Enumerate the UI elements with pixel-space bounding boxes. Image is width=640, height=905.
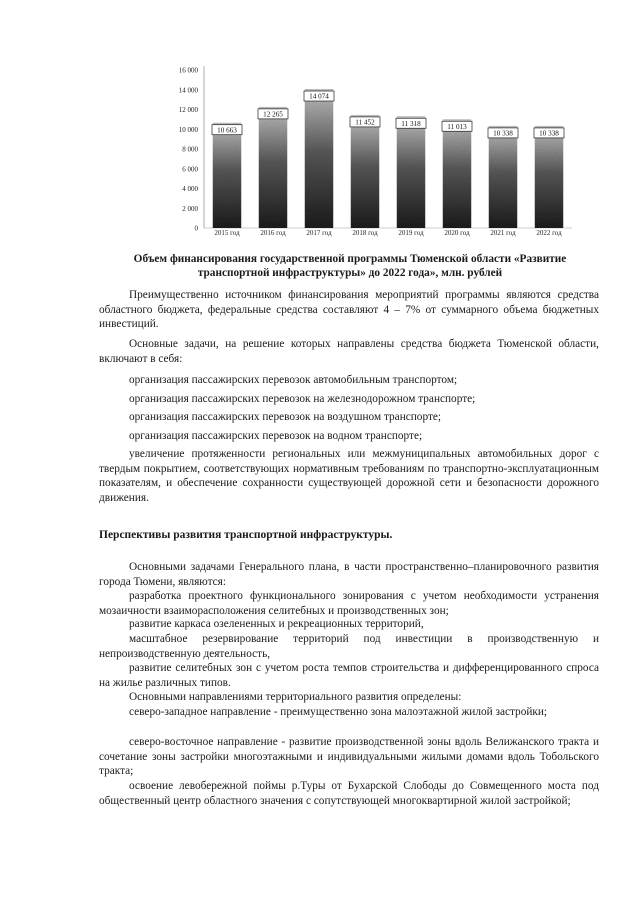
x-tick-label: 2015 год: [214, 229, 240, 237]
bar: [489, 126, 518, 228]
list-item: разработка проектного функционального зонирования с учетом необходимости устранения мозаичности взаиморасположения селитебных и производственных зон;: [99, 590, 599, 617]
list-item: масштабное резервирование территорий под инвестиции в производственную и непроизводственную деятельность,: [99, 633, 599, 660]
data-label: 11 013: [447, 122, 467, 131]
bar-series: [212, 89, 564, 228]
paragraph-directions: Основными направлениями территориального развития определены:: [129, 691, 462, 703]
bar: [259, 107, 288, 228]
data-label: 11 318: [401, 119, 421, 128]
x-tick-labels: [214, 229, 562, 237]
y-tick-label: 6 000: [182, 165, 198, 174]
data-label: 14 074: [309, 92, 329, 101]
x-tick-label: 2016 год: [260, 229, 286, 237]
paragraph-general-plan: Основными задачами Генерального плана, в части пространственно–планировочного развития города Тюмени, являются:: [99, 561, 599, 588]
data-label: 10 663: [217, 126, 237, 135]
x-tick-label: 2021 год: [490, 229, 516, 237]
paragraph-funding-sources: Преимущественно источником финансирования мероприятий программы являются средства областного бюджета, федеральные средства составляют 4 – 7% от суммарного объема бюджетных инвестиций.: [99, 289, 599, 330]
list-item: организация пассажирских перевозок на воздушном транспорте;: [129, 411, 442, 423]
paragraph-roads: увеличение протяженности региональных или межмуниципальных автомобильных дорог с твердым покрытием, соответствующих нормативным требованиям по транспортно-эксплуатационным показателям, и обеспечение сохранности существующей дорожной сети и безопасности дорожного движения.: [99, 448, 599, 504]
paragraph-main-tasks: Основные задачи, на решение которых направлены средства бюджета Тюменской области, включают в себя:: [99, 338, 599, 365]
bar: [305, 89, 334, 228]
list-item: развитие каркаса озелененных и рекреационных территорий,: [129, 618, 424, 630]
x-tick-label: 2018 год: [352, 229, 378, 237]
y-tick-label: 14 000: [178, 86, 198, 95]
bar: [443, 119, 472, 228]
bar: [397, 116, 426, 228]
bar: [351, 115, 380, 228]
x-tick-label: 2017 год: [306, 229, 332, 237]
x-tick-label: 2022 год: [536, 229, 562, 237]
y-tick-label: 12 000: [178, 106, 198, 114]
y-tick-label: 0: [194, 224, 198, 233]
y-tick-label: 16 000: [178, 66, 198, 75]
section-heading: Перспективы развития транспортной инфраструктуры.: [99, 529, 393, 541]
funding-bar-chart: [160, 56, 580, 238]
data-label: 11 452: [355, 118, 375, 127]
list-item: северо-западное направление - преимущественно зона малоэтажной жилой застройки;: [129, 706, 548, 718]
data-label: 10 338: [539, 129, 559, 138]
list-item: развитие селитебных зон с учетом роста темпов строительства и дифференцированного спроса на жилье различных типов.: [99, 662, 599, 689]
list-item: организация пассажирских перевозок на железнодорожном транспорте;: [129, 393, 476, 405]
bar: [213, 123, 242, 228]
y-tick-label: 4 000: [182, 185, 198, 193]
y-tick-labels: [179, 67, 199, 233]
x-tick-label: 2020 год: [444, 229, 470, 237]
list-item: освоение левобережной поймы р.Туры от Бухарской Слободы до Совмещенного моста под общественный центр областного значения с сопутствующей многоквартирной жилой застройкой;: [99, 780, 599, 807]
data-label: 10 338: [493, 129, 513, 138]
data-label: 12 265: [263, 110, 283, 119]
chart-caption: [100, 252, 600, 280]
list-item: организация пассажирских перевозок автомобильным транспортом;: [129, 374, 458, 386]
y-tick-label: 2 000: [182, 204, 198, 213]
y-tick-label: 8 000: [182, 145, 198, 154]
list-item: организация пассажирских перевозок на водном транспорте;: [129, 430, 423, 442]
x-tick-label: 2019 год: [398, 229, 424, 237]
list-item: северо-восточное направление - развитие производственной зоны вдоль Велижанского тракта и сочетание зоны застройки многоэтажными и индивидуальными жилыми домами вдоль Тобольского тракта;: [99, 736, 599, 777]
y-tick-label: 10 000: [178, 125, 198, 134]
chart-caption-line-2: транспортной инфраструктуры» до 2022 года», млн. рублей: [197, 267, 503, 279]
chart-caption-line-1: Объем финансирования государственной программы Тюменской области «Развитие: [133, 253, 567, 265]
bar: [535, 126, 564, 228]
